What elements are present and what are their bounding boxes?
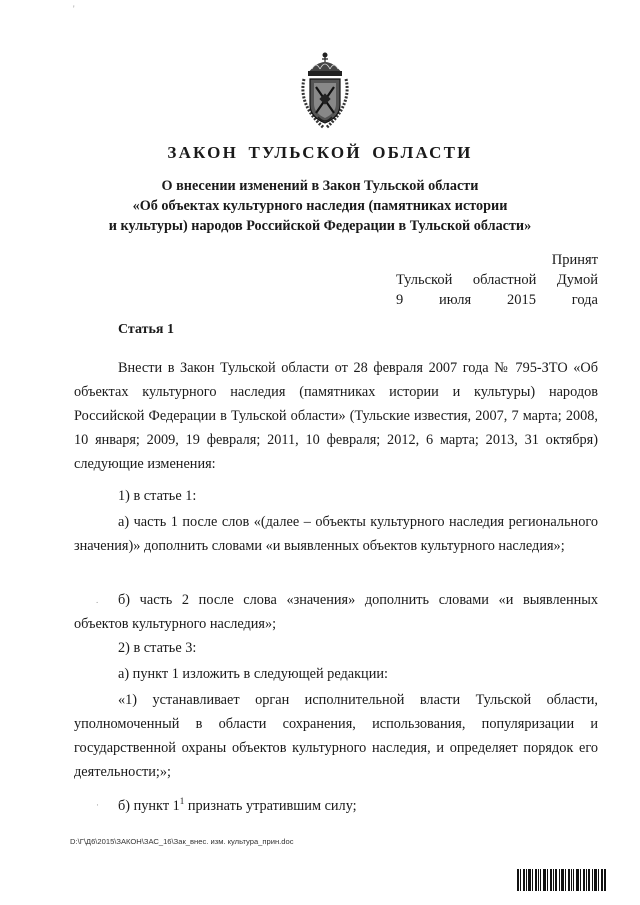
adopted-by [396,270,598,290]
paragraph-item-1b: б) часть 2 после слова «значения» дополнить словами «и выявленных объектов культурного наследия»; [74,592,598,632]
subtitle-line: и культуры) народов Российской Федерации в Тульской области» [108,218,532,234]
adopted-by-word: областной [472,272,537,288]
subtitle-line: «Об объектах культурного наследия (памятниках истории [132,198,508,214]
barcode-icon [517,869,607,891]
adopted-date-part: июля [439,292,472,308]
adopted-date [396,290,598,310]
scan-mark: · [96,800,99,810]
item-2b-superscript: 1 [179,796,185,806]
adopted-by-word: Тульской [396,272,453,288]
adopted-date-part: 9 [396,292,404,308]
paragraph-item-1: 1) в статье 1: [118,488,197,504]
adopted-block [396,250,598,310]
paragraph-item-2a: а) пункт 1 изложить в следующей редакции: [118,666,388,682]
law-title: ЗАКОН ТУЛЬСКОЙ ОБЛАСТИ [167,143,473,162]
subtitle-line: О внесении изменений в Закон Тульской области [161,178,479,194]
coat-of-arms-icon [296,49,354,131]
item-2b-text: б) пункт 1 [118,798,180,814]
adopted-date-part: 2015 [506,292,536,308]
scan-mark: ' [73,4,75,14]
adopted-label: Принят [551,252,598,268]
paragraph-item-2b [74,794,598,818]
adopted-date-part: года [571,292,598,308]
paragraph-item-2a-quote: «1) устанавливает орган исполнительной власти Тульской области, уполномоченный в области сохранения, использования, популяризации и государственной охраны объектов культурного наследия, и определяет порядок его деятельности;»; [74,692,598,780]
adopted-by-word: Думой [556,272,598,288]
paragraph-intro: Внести в Закон Тульской области от 28 февраля 2007 года № 795-ЗТО «Об объектах культурного наследия (памятниках истории и культуры) народов Российской Федерации в Тульской области» (Тульские известия, 2007, 7 марта; 2008, 10 января; 2009, 19 февраля; 2011, 10 февраля; 2012, 6 марта; 2013, 31 октября) следующие изменения: [74,360,598,472]
article-heading: Статья 1 [118,322,174,337]
paragraph-item-2: 2) в статье 3: [118,640,197,656]
item-2b-text-after: признать утратившим силу; [184,798,357,814]
footer-file-path: D:\Г\Д6\2015\ЗАКОН\ЗАС_16\Зак_внес. изм. культура_прин.doc [70,837,294,846]
paragraph-item-1a: а) часть 1 после слов «(далее – объекты культурного наследия регионального значения)» дополнить словами «и выявленных объектов культурного наследия»; [74,514,598,554]
law-subtitle [90,176,550,236]
scan-mark: . [96,595,99,605]
